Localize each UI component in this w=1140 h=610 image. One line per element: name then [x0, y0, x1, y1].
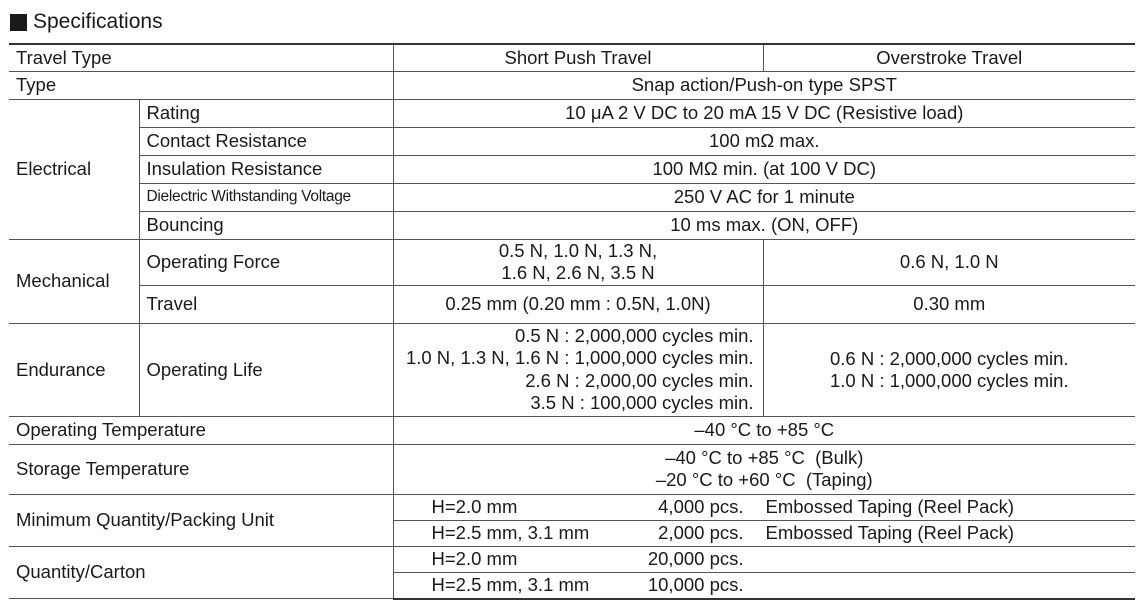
packing-height: H=2.0 mm: [431, 496, 518, 517]
type-value: Snap action/Push-on type SPST: [393, 71, 1135, 99]
operating-life-over-line: 1.0 N : 1,000,000 cycles min.: [829, 369, 1069, 391]
packing-quantity: 4,000 pcs.: [658, 496, 744, 517]
operating-life-short-line: 1.0 N, 1.3 N, 1.6 N : 1,000,000 cycles min.: [405, 347, 754, 368]
operating-temperature-value: –40 °C to +85 °C: [393, 416, 1135, 444]
operating-life-short: [393, 323, 763, 416]
insulation-resistance-value: 100 MΩ min. (at 100 V DC): [393, 155, 1135, 183]
table-row: [9, 99, 1135, 127]
square-bullet-icon: [10, 14, 27, 31]
operating-force-label: Operating Force: [139, 239, 393, 285]
storage-temperature-line: –40 °C to +85 °C (Bulk): [665, 447, 864, 468]
operating-life-over-line: 0.6 N : 2,000,000 cycles min.: [829, 347, 1069, 369]
rating-value: 10 μA 2 V DC to 20 mA 15 V DC (Resistive load): [393, 99, 1135, 127]
minimum-quantity-row: [393, 494, 1135, 520]
electrical-group-label: Electrical: [9, 99, 139, 239]
table-row: [9, 155, 1135, 183]
mechanical-group-label: Mechanical: [9, 239, 139, 323]
packing-quantity: 2,000 pcs.: [658, 522, 744, 543]
carton-height: H=2.5 mm, 3.1 mm: [431, 574, 590, 595]
table-row: [9, 546, 1135, 572]
operating-life-short-line: 3.5 N : 100,000 cycles min.: [530, 392, 754, 413]
table-row: [9, 285, 1135, 323]
bouncing-value: 10 ms max. (ON, OFF): [393, 211, 1135, 239]
operating-force-short: [393, 239, 763, 285]
rating-label: Rating: [139, 99, 393, 127]
table-row: [9, 239, 1135, 285]
contact-resistance-value: 100 mΩ max.: [393, 127, 1135, 155]
minimum-quantity-label: Minimum Quantity/Packing Unit: [9, 494, 393, 546]
travel-short: 0.25 mm (0.20 mm : 0.5N, 1.0N): [393, 285, 763, 323]
minimum-quantity-row: [393, 520, 1135, 546]
overstroke-travel-header: Overstroke Travel: [763, 44, 1135, 71]
travel-type-label: Travel Type: [9, 44, 393, 71]
table-row: [9, 416, 1135, 444]
operating-life-over: [763, 323, 1135, 416]
operating-force-short-line: 1.6 N, 2.6 N, 3.5 N: [501, 262, 655, 283]
quantity-carton-label: Quantity/Carton: [9, 546, 393, 599]
operating-life-short-line: 2.6 N : 2,000,00 cycles min.: [525, 369, 754, 391]
dielectric-withstanding-voltage-label: Dielectric Withstanding Voltage: [139, 183, 393, 211]
operating-force-short-line: 0.5 N, 1.0 N, 1.3 N,: [498, 240, 658, 261]
section-title: Specifications: [33, 10, 163, 33]
packing-type: Embossed Taping (Reel Pack): [765, 496, 1015, 517]
contact-resistance-label: Contact Resistance: [139, 127, 393, 155]
table-row: [9, 494, 1135, 520]
type-row: [9, 71, 1135, 99]
storage-temperature-line: –20 °C to +60 °C (Taping): [655, 469, 873, 490]
header-row: [9, 44, 1135, 71]
travel-over: 0.30 mm: [763, 285, 1135, 323]
carton-row: [393, 572, 1135, 599]
dielectric-withstanding-voltage-value: 250 V AC for 1 minute: [393, 183, 1135, 211]
carton-row: [393, 546, 1135, 572]
travel-label: Travel: [139, 285, 393, 323]
type-label: Type: [9, 71, 393, 99]
table-row: [9, 211, 1135, 239]
operating-force-over: 0.6 N, 1.0 N: [763, 239, 1135, 285]
packing-height: H=2.5 mm, 3.1 mm: [431, 522, 590, 543]
short-push-travel-header: Short Push Travel: [393, 44, 763, 71]
carton-height: H=2.0 mm: [431, 548, 518, 569]
specifications-table: [9, 43, 1135, 600]
packing-type: Embossed Taping (Reel Pack): [765, 522, 1015, 543]
operating-life-short-line: 0.5 N : 2,000,000 cycles min.: [514, 324, 754, 346]
table-row: [9, 183, 1135, 211]
carton-quantity: 10,000 pcs.: [647, 574, 744, 595]
table-row: [9, 444, 1135, 494]
endurance-group-label: Endurance: [9, 323, 139, 416]
storage-temperature-label: Storage Temperature: [9, 444, 393, 494]
operating-temperature-label: Operating Temperature: [9, 416, 393, 444]
operating-life-label: Operating Life: [139, 323, 393, 416]
carton-quantity: 20,000 pcs.: [647, 548, 744, 569]
section-heading: [10, 8, 163, 36]
bouncing-label: Bouncing: [139, 211, 393, 239]
insulation-resistance-label: Insulation Resistance: [139, 155, 393, 183]
table-row: [9, 127, 1135, 155]
storage-temperature-value: [393, 444, 1135, 494]
table-row: [9, 323, 1135, 416]
